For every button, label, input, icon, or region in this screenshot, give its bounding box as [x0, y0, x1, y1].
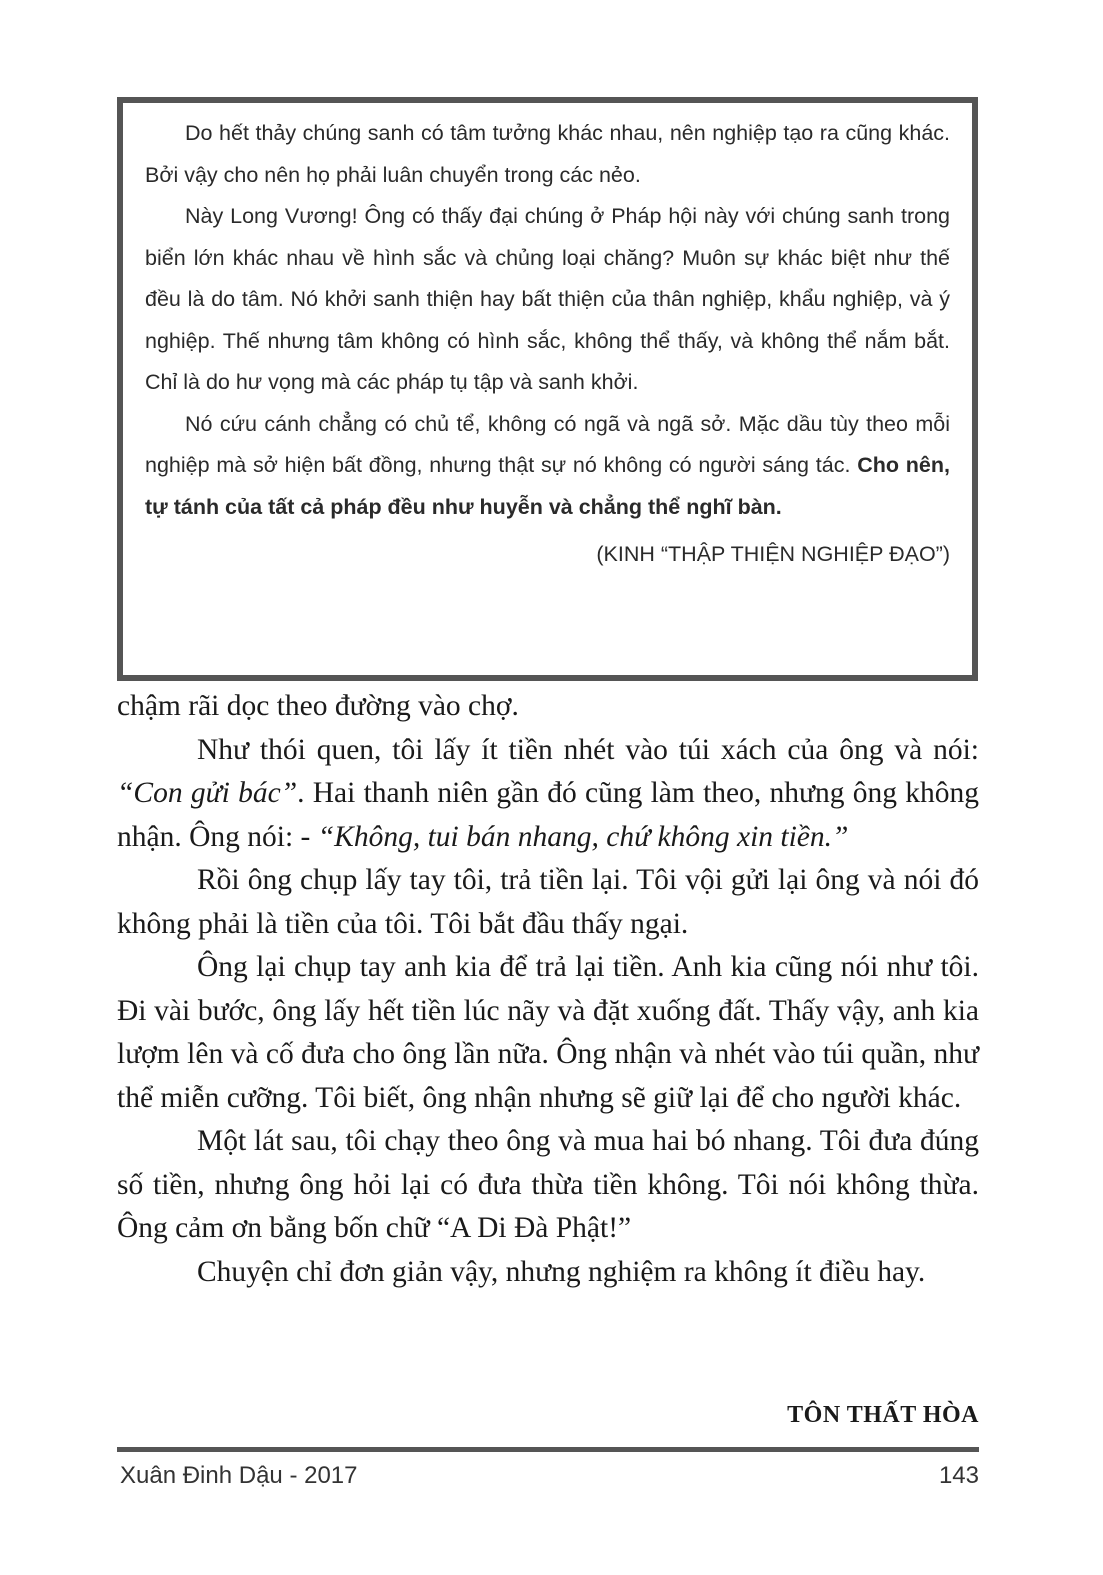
page-number: 143 [938, 1462, 979, 1489]
body-paragraph-5: Một lát sau, tôi chạy theo ông và mua hai bó nhang. Tôi đưa đúng số tiền, nhưng ông hỏi lại có đưa thừa tiền không. Tôi nói không thừa. Ông cảm ơn bằng bốn chữ “A Di Đà Phật!” [117, 1125, 979, 1244]
body-paragraph-1: chậm rãi dọc theo đường vào chợ. [117, 690, 519, 722]
quote-source: (KINH “THẬP THIỆN NGHIỆP ĐẠO”) [596, 542, 950, 566]
quote-paragraph-3-text: Nó cứu cánh chẳng có chủ tể, không có ngã và ngã sở. Mặc dầu tùy theo mỗi nghiệp mà sở hiện bất đồng, nhưng thật sự nó không có người sáng tác. [145, 411, 950, 477]
quote-paragraph-3 [145, 404, 950, 529]
quote-khong-tui-ban-nhang: “Không, tui bán nhang, chứ không xin tiền.” [317, 820, 849, 853]
quote-paragraph-1: Do hết thảy chúng sanh có tâm tưởng khác nhau, nên nghiệp tạo ra cũng khác. Bởi vậy cho nên họ phải luân chuyển trong các nẻo. [145, 121, 950, 187]
article-body [117, 685, 979, 1294]
body-paragraph-2 [117, 729, 979, 860]
body-paragraph-6: Chuyện chỉ đơn giản vậy, nhưng nghiệm ra không ít điều hay. [197, 1255, 926, 1288]
author-name: TÔN THẤT HÒA [787, 1402, 979, 1428]
body-paragraph-3: Rồi ông chụp lấy tay tôi, trả tiền lại. Tôi vội gửi lại ông và nói đó không phải là tiền của tôi. Tôi bắt đầu thấy ngại. [117, 864, 979, 940]
body-paragraph-4: Ông lại chụp tay anh kia để trả lại tiền. Anh kia cũng nói như tôi. Đi vài bước, ông lấy hết tiền lúc nãy và đặt xuống đất. Thấy vậy, anh kia lượm lên và cố đưa cho ông lần nữa. Ông nhận và nhét vào túi quần, như thể miễn cưỡng. Tôi biết, ông nhận nhưng sẽ giữ lại để cho người khác. [117, 951, 979, 1114]
publication-title: Xuân Đinh Dậu - 2017 [120, 1462, 358, 1489]
quote-paragraph-2: Này Long Vương! Ông có thấy đại chúng ở Pháp hội này với chúng sanh trong biển lớn khác nhau về hình sắc và chủng loại chăng? Muôn sự khác biệt như thế đều là do tâm. Nó khởi sanh thiện hay bất thiện của thân nghiệp, khẩu nghiệp, và ý nghiệp. Thế nhưng tâm không có hình sắc, không thể thấy, và không thể nắm bắt. Chỉ là do hư vọng mà các pháp tụ tập và sanh khởi. [145, 204, 950, 394]
body-paragraph-2-text-a: Như thói quen, tôi lấy ít tiền nhét vào túi xách của ông và nói: [197, 733, 979, 766]
sutra-quote-box [117, 97, 978, 681]
quote-bold-conclusion: Cho nên, tự tánh của tất cả pháp đều như huyễn và chẳng thể nghĩ bàn. [145, 453, 950, 519]
footer-divider [117, 1447, 979, 1452]
quote-con-gui-bac: “Con gửi bác” [117, 777, 298, 809]
body-paragraph-2-text-b: . Hai thanh niên gần đó cũng làm theo, nhưng ông không nhận. Ông nói: - [117, 777, 979, 853]
